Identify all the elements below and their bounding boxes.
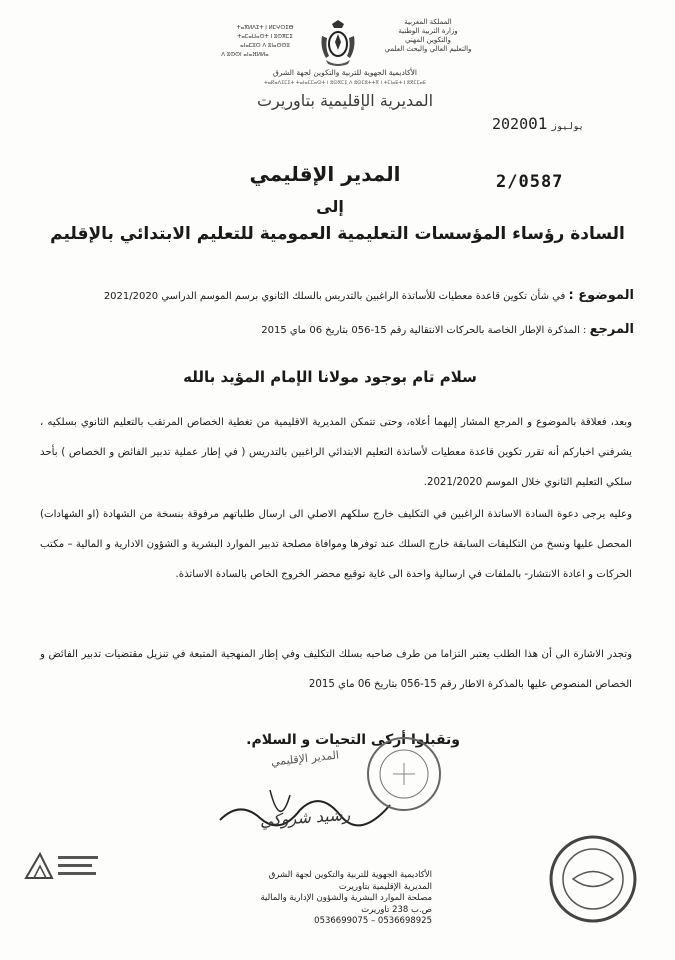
official-stamp-icon (365, 735, 443, 813)
header-academy: الأكاديمية الجهوية للتربية والتكوين لجهة الشرق (272, 68, 418, 77)
body-paragraph: وتجدر الاشارة الى أن هذا الطلب يعتبر التزاما من طرف صاحبه بسلك التكليف وفي إطار المنهجية المتبعة في تنزيل مقتضيات تدبير الفائض و الخصاص المنصوص عليها بالمذكرة الاطار رقم 15-056 بتاريخ 06 ماي 2015 (40, 649, 632, 690)
royal-emblem-icon (318, 20, 358, 68)
footer-phones: 0536699075 – 0536698925 (314, 916, 432, 926)
header-tifinagh-line: ⴰⵏⴰⵎⵓⵔ ⴷ ⵓⵏⴰⵙⵙⵓ (240, 43, 290, 49)
header-tifinagh-line: ⴷ ⵓⵙⵙⵏ ⴰⵏⴰⴼⵍⵍⴰ (221, 52, 269, 58)
reference-row (44, 322, 634, 337)
footer-line: الأكاديمية الجهوية للتربية والتكوين لجهة الشرق (268, 870, 432, 880)
header-tifinagh-line: ⵜⴰⵎⴰⵡⴰⵙⵜ ⵏ ⵓⵙⴳⵎⵉ (237, 34, 293, 40)
header-directorate: المديرية الإقليمية بتاوريرت (256, 91, 434, 110)
closing-line: وتقبلوا أزكى التحيات و السلام. (246, 732, 460, 748)
date-day: 01 (528, 114, 548, 133)
subject-text: في شأن تكوين قاعدة معطيات للأساتذة الراغبين بالتدريس بالسلك الثانوي برسم الموسم الدراسي 2021/2020 (103, 291, 566, 302)
date-stamp (492, 114, 588, 133)
body-paragraph: وبعد، فعلاقة بالموضوع و المرجع المشار إليهما أعلاه، وحتى تتمكن المديرية الاقليمية من تغطية الخصاص المرتقب بالتعليم الثانوي بسلكيه ، يشرفني اخباركم أنه تقرر تكوين قاعدة معطيات لأساتذة التعليم الابتدائي الراغبين بالتدريس ( في إطار عملية تدبير الفائض و الخصاص ) بأحد سلكي التعليم الثانوي خلال الموسم 2021/2020. (40, 417, 632, 488)
signature-name: رشيد شروكي (259, 804, 351, 831)
subject-label: الموضوع : (568, 288, 634, 303)
header-tifinagh-block (210, 24, 320, 51)
sender-title: المدير الإقليمي (249, 162, 401, 186)
reference-label: المرجع (589, 322, 634, 337)
subject-row (44, 288, 634, 303)
header-arabic-line: المملكة المغربية (404, 18, 452, 26)
footer-logo-icon (22, 848, 104, 884)
greeting: سلام تام بوجود مولانا الإمام المؤيد بالله (183, 368, 477, 386)
to-label: إلى (316, 197, 344, 216)
footer-line: المديرية الإقليمية بتاوريرت (338, 881, 432, 892)
header-tifinagh-line: ⵜⴰⴳⵍⴷⵉⵜ ⵏ ⵍⵎⵖⵔⵉⴱ (236, 25, 294, 31)
footer-line: ص.ب 238 تاوريرت (361, 904, 432, 915)
body-paragraph: وعليه يرجى دعوة السادة الاساتذة الراغبين في التكليف خارج سلكهم الاصلي الى ارسال طلباتهم مرفوقة بنسخة من الشهادة (او الشهادات) المحصل عليها ونسخ من التكليفات السابقة خارج السلك عند توفرها وموافاة مصلحة تدبير الموارد البشرية و الشؤون الادارية و المالية – مكتب الحركات و اعادة الانتشار- بالملفات في ارسالية واحدة الى غاية توقيع محضر الخروج الخاص بالسادة الاساتذة. (40, 509, 632, 580)
official-stamp-icon (548, 834, 638, 924)
signature-title: المدير الإقليمي (270, 748, 340, 769)
header-arabic-block (372, 18, 484, 54)
footer-address (200, 870, 432, 928)
reference-number: 2/0587 (496, 172, 564, 192)
header-arabic-line: وزارة التربية الوطنية (398, 27, 458, 35)
reference-text: : المذكرة الإطار الخاصة بالحركات الانتقالية رقم 15-056 بتاريخ 06 ماي 2015 (261, 325, 587, 336)
footer-line: مصلحة الموارد البشرية والشؤون الإدارية والمالية (260, 893, 432, 903)
header-arabic-line: والتكوين المهني (405, 36, 451, 44)
addressee: السادة رؤساء المؤسسات التعليمية العمومية للتعليم الابتدائي بالإقليم (50, 224, 625, 244)
header-academy-tifinagh: ⵜⴰⴽⴰⴷⵉⵎⵉⵜ ⵜⴰⵏⴰⵎⵎⴰⵙⵜ ⵏ ⵓⵙⴳⵎⵉ ⴷ ⵓⵙⵎⵓⵜⵜⴳ ⵏ ⵜⵎⵏⴰⴹⵜ ⵏ ⵓⴳⵎⵎⴰⴹ (263, 80, 427, 86)
date-month: يوليوز (551, 122, 584, 132)
header-arabic-line: والتعليم العالي والبحث العلمي (384, 45, 472, 53)
date-year: 2020 (492, 115, 529, 133)
